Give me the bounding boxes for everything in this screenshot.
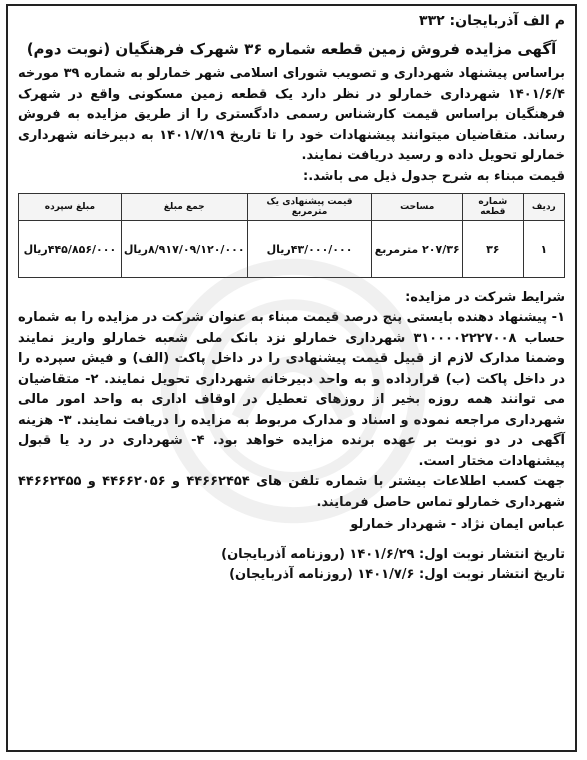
notice-card	[6, 4, 577, 752]
cell-deposit-amount: ۴۴۵/۸۵۶/۰۰۰ریال	[19, 221, 122, 278]
conditions-title: شرایط شرکت در مزایده:	[405, 290, 565, 305]
cell-row-number: ۱	[523, 221, 564, 278]
lot-table	[18, 193, 565, 278]
mayor-signature: عباس ایمان نژاد - شهردار خمارلو	[350, 517, 565, 532]
publication-date-second: تاریخ انتشار نوبت اول: ۱۴۰۱/۷/۶ (روزنامه آذربایجان)	[229, 567, 565, 582]
notice-intro: براساس پیشنهاد شهرداری و تصویب شورای اسلامی شهر خمارلو به شماره ۳۹ مورخه ۱۴۰۱/۶/۴ شهرداری خمارلو در نظر دارد یک قطعه زمین مسکونی واقع در شهرک فرهنگیان براساس قیمت کارشناس رسمی دادگستری را از طریق مزایده به فروش رساند. متقاضیان میتوانند پیشنهادات خود را تا تاریخ ۱۴۰۱/۷/۱۹ به دبیرخانه شهرداری خمارلو تحویل داده و رسید دریافت نمایند.	[18, 66, 565, 163]
cell-unit-price: ۴۳/۰۰۰/۰۰۰ریال	[247, 221, 372, 278]
header-area: مساحت	[372, 194, 463, 221]
header-lot-number: شماره قطعه	[463, 194, 524, 221]
notice-code: م الف آذربایجان: ۳۳۲	[419, 13, 565, 29]
header-row-number: ردیف	[523, 194, 564, 221]
header-unit-price: قیمت پیشنهادی یک مترمربع	[247, 194, 372, 221]
table-header-row	[19, 194, 565, 221]
header-total-amount: جمع مبلغ	[121, 194, 247, 221]
cell-lot-number: ۳۶	[463, 221, 524, 278]
publication-date-first: تاریخ انتشار نوبت اول: ۱۴۰۱/۶/۲۹ (روزنامه آذربایجان)	[221, 547, 565, 562]
notice-title: آگهی مزایده فروش زمین قطعه شماره ۳۶ شهرک فرهنگیان (نوبت دوم)	[26, 40, 557, 58]
lot-table-wrap	[18, 193, 565, 278]
cell-total-amount: ۸/۹۱۷/۰۹/۱۲۰/۰۰۰ریال	[121, 221, 247, 278]
header-deposit-amount: مبلغ سپرده	[19, 194, 122, 221]
cell-area: ۲۰۷/۳۶ مترمربع	[372, 221, 463, 278]
table-row	[19, 221, 565, 278]
conditions-text: ۱- پیشنهاد دهنده بایستی پنج درصد قیمت مبناء به عنوان شرکت در مزایده را به شماره حساب ۳۱۰۰۰۰۲۲۲۷۰۰۸ شهرداری خمارلو نزد بانک ملی شعبه خمارلو واریز نمایند وضمنا مدارک لازم از قبیل قیمت پیشنهادی را در داخل پاکت (الف) و فیش سپرده را در داخل پاکت (ب) قرارداده و به واحد دبیرخانه شهرداری تحویل نمایند. ۲- متقاضیان می توانند همه روزه بخیر از روزهای تعطیل در اوقاف اداری به واحد امور مالی شهرداری مراجعه نموده و اسناد و مدارک مربوط به مزایده را دریافت نمایند. ۳- هزینه آگهی در دو نوبت بر عهده برنده مزایده خواهد بود. ۴- شهرداری در رد یا قبول پیشنهادات مختار است.	[18, 310, 566, 469]
base-price-note: قیمت مبناء به شرح جدول ذیل می باشد.:	[303, 168, 565, 184]
contact-text: جهت کسب اطلاعات بیشتر با شماره تلفن های ۴۴۶۶۲۴۵۴ و ۴۴۶۶۲۰۵۶ و ۴۴۶۶۲۴۵۵ شهرداری خمارلو تماس حاصل فرمایند.	[18, 474, 565, 510]
